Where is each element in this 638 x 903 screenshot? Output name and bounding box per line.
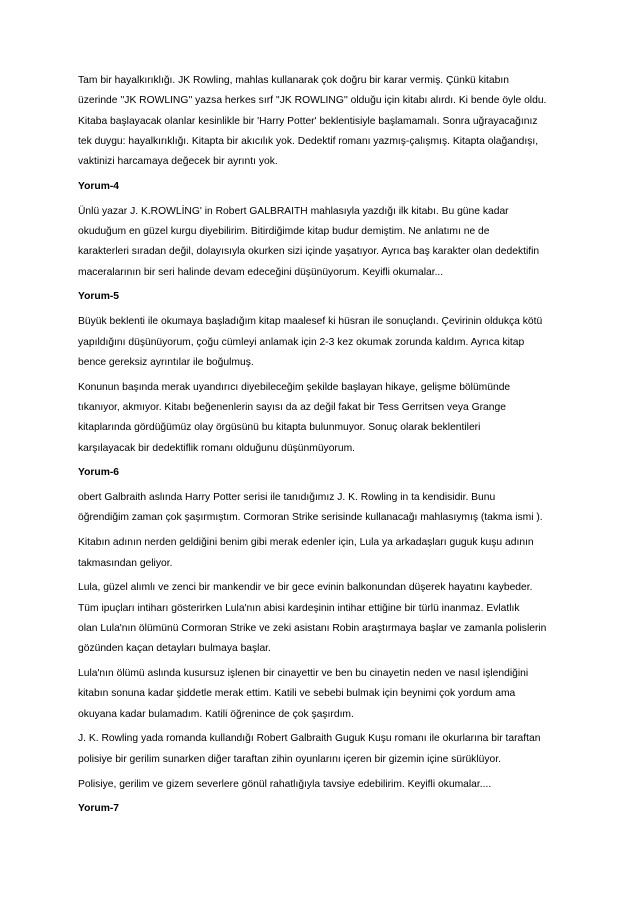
review-4-paragraph: Ünlü yazar J. K.ROWLİNG' in Robert GALBRAITH mahlasıyla yazdığı ilk kitabı. Bu güne kadar okuduğum en güzel kurgu diyebilirim. Bitirdiğimde kitap budur demiştim. Ne anlatımı ne de karakterleri sıradan değil, dolayısıyla okurken sizi içinde yaşatıyor. Ayrıca baş karakter olan dedektifin maceralarının bir seri halinde devam edeceğini düşünüyorum. Keyifli okumalar... [78,205,540,278]
review-6-paragraph-5: J. K. Rowling yada romanda kullandığı Robert Galbraith Guguk Kuşu romanı ile okurlarına bir taraftan polisiye bir gerilim sunarken diğer taraftan zihin oyunlarını içeren bir gizemin içine sürüklüyor. [78,733,541,765]
review-3-paragraph: Tam bir hayalkırıklığı. JK Rowling, mahlas kullanarak çok doğru bir karar vermiş. Çünkü kitabın üzerinde ''JK ROWLING'' yazsa herkes sırf ''JK ROWLING'' olduğu için kitabı alırdı. Ki bende öyle oldu. Kitaba başlayacak olanlar kesinlikle bir 'Harry Potter' beklentisiyle başlamamalı. Sonra uğrayacağınız tek duygu: hayalkırıklığı. Kitapta bir akıcılık yok. Dedektif romanı yazmış-çalışmış. Kitapta olağandışı, vaktinizi harcamaya değecek bir ayrıntı yok. [78,75,547,168]
document-body [78,71,570,820]
review-5-paragraph-1: Büyük beklenti ile okumaya başladığım kitap maalesef ki hüsran ile sonuçlandı. Çevirinin oldukça kötü yapıldığını düşünüyorum, çoğu cümleyi anlamak için 2-3 kez okumak zorunda kaldım. Ayrıca kitap bence gereksiz ayrıntılar ile boğulmuş. [78,316,543,368]
review-6-paragraph-2: Kitabın adının nerden geldiğini benim gibi merak edenler için, Lula ya arkadaşları guguk kuşu adının takmasından geliyor. [78,537,534,569]
review-6-paragraph-6: Polisiye, gerilim ve gizem severlere gönül rahatlığıyla tavsiye edebilirim. Keyifli okumalar.... [78,778,492,790]
review-6-paragraph-1: obert Galbraith aslında Harry Potter serisi ile tanıdığımız J. K. Rowling in ta kendisidir. Bunu öğrendiğim zaman çok şaşırmıştım. Cormoran Strike serisinde kullanacağı mahlasıymış (takma ismi ). [78,492,543,524]
review-6-paragraph-3: Lula, güzel alımlı ve zenci bir mankendir ve bir gece evinin balkonundan düşerek hayatını kaybeder. Tüm ipuçları intiharı gösterirken Lula'nın abisi kardeşinin intihar ettiğine bir türlü inanmaz. Evlatlık olan Lula'nın ölümünü Cormoran Strike ve zeki asistanı Robin araştırmaya başlar ve zamanla polislerin gözünden kaçan detayları bulmaya başlar. [78,582,547,655]
review-6-paragraph-4: Lula'nın ölümü aslında kusursuz işlenen bir cinayettir ve ben bu cinayetin neden ve nasıl işlendiğini kitabın sonuna kadar şiddetle merak ettim. Katili ve sebebi bulmak için beynimi çok yordum ama okuyana kadar bulamadım. Katili öğrenince de çok şaşırdım. [78,668,529,720]
review-5-paragraph-2: Konunun başında merak uyandırıcı diyebileceğim şekilde başlayan hikaye, gelişme bölümünde tıkanıyor, akmıyor. Kitabı beğenenlerin sayısı da az değil fakat bir Tess Gerritsen veya Grange kitaplarında gördüğümüz olay örgüsünü bu kitapta bulunmuyor. Sonuç olarak beklentileri karşılayacak bir dedektiflik romanı olduğunu düşünmüyorum. [78,381,511,454]
review-5-heading: Yorum-5 [78,291,120,303]
review-6-heading: Yorum-6 [78,467,120,479]
review-4-heading: Yorum-4 [78,180,120,192]
review-7-heading: Yorum-7 [78,803,120,815]
